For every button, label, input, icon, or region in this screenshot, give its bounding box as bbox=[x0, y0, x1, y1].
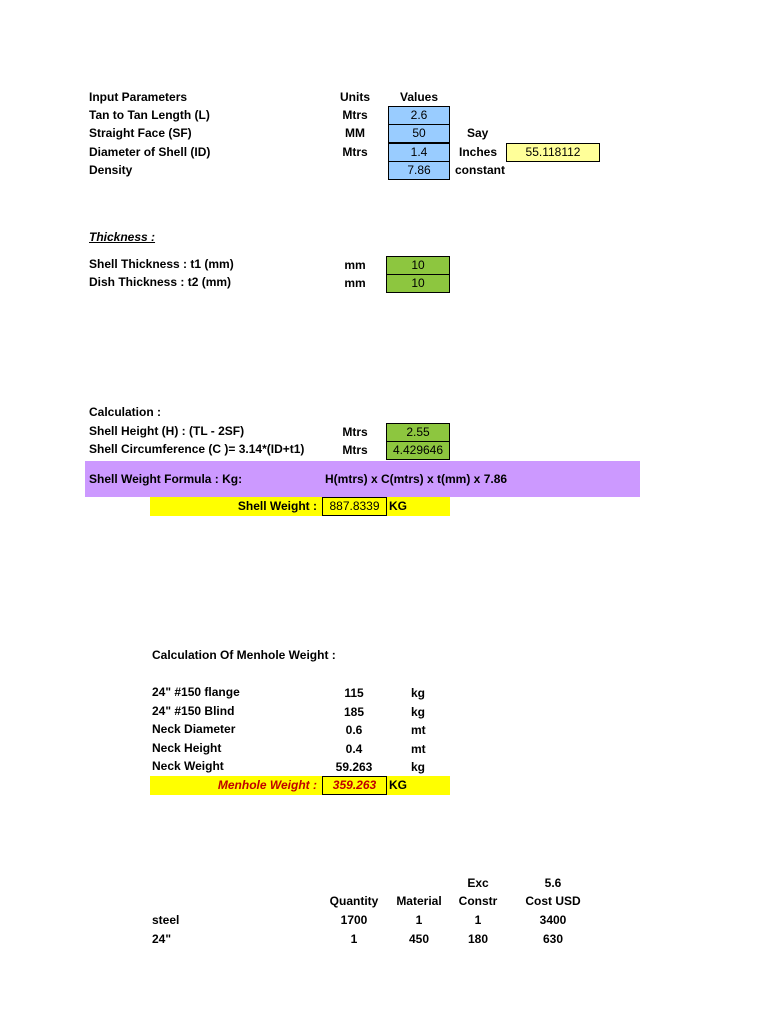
thickness-unit: mm bbox=[344, 276, 366, 290]
inches-label: Inches bbox=[459, 145, 498, 159]
thickness-header: Thickness : bbox=[89, 230, 156, 244]
straight-face-cell[interactable]: 50 bbox=[388, 124, 450, 143]
menhole-weight-label: Menhole Weight : bbox=[217, 778, 317, 792]
calculation-unit: Mtrs bbox=[342, 425, 368, 439]
constr-header: Constr bbox=[458, 894, 498, 908]
shell-height-cell[interactable]: 2.55 bbox=[386, 423, 450, 442]
shell-circumference-cell[interactable]: 4.429646 bbox=[386, 441, 450, 460]
menhole-label: 24" #150 Blind bbox=[152, 704, 235, 718]
input-label: Density bbox=[89, 163, 133, 177]
menhole-header: Calculation Of Menhole Weight : bbox=[152, 648, 336, 662]
shell-weight-label: Shell Weight : bbox=[237, 499, 317, 513]
cost-item: steel bbox=[152, 913, 180, 927]
dish-thickness-cell[interactable]: 10 bbox=[386, 274, 450, 293]
cost-item: 24" bbox=[152, 932, 172, 946]
menhole-value: 59.263 bbox=[335, 760, 373, 774]
cost-quantity: 1700 bbox=[340, 913, 368, 927]
say-label: Say bbox=[467, 126, 489, 140]
inches-value-cell[interactable]: 55.118112 bbox=[506, 143, 600, 162]
exchange-rate: 5.6 bbox=[544, 876, 562, 890]
menhole-label: Neck Diameter bbox=[152, 722, 236, 736]
thickness-label: Dish Thickness : t2 (mm) bbox=[89, 275, 232, 289]
menhole-label: Neck Weight bbox=[152, 759, 224, 773]
shell-weight-unit: KG bbox=[389, 499, 407, 513]
cost-material: 1 bbox=[415, 913, 423, 927]
input-label: Straight Face (SF) bbox=[89, 126, 192, 140]
input-parameters-header: Input Parameters bbox=[89, 90, 188, 104]
menhole-unit: mt bbox=[411, 723, 426, 737]
input-label: Tan to Tan Length (L) bbox=[89, 108, 210, 122]
cost-constr: 1 bbox=[474, 913, 482, 927]
formula-label: Shell Weight Formula : Kg: bbox=[89, 472, 243, 486]
menhole-value: 115 bbox=[344, 686, 364, 700]
constant-label: constant bbox=[455, 163, 506, 177]
formula-text: H(mtrs) x C(mtrs) x t(mm) x 7.86 bbox=[325, 472, 508, 486]
menhole-label: Neck Height bbox=[152, 741, 222, 755]
tan-length-cell[interactable]: 2.6 bbox=[388, 106, 450, 125]
cost-usd-header: Cost USD bbox=[525, 894, 581, 908]
cost-usd: 630 bbox=[542, 932, 564, 946]
menhole-unit: mt bbox=[411, 742, 426, 756]
cost-constr: 180 bbox=[467, 932, 489, 946]
shell-weight-value[interactable]: 887.8339 bbox=[322, 497, 387, 516]
input-unit: Mtrs bbox=[342, 108, 368, 122]
density-cell[interactable]: 7.86 bbox=[388, 161, 450, 180]
menhole-weight-unit: KG bbox=[389, 778, 407, 792]
input-unit: Mtrs bbox=[342, 145, 368, 159]
cost-quantity: 1 bbox=[350, 932, 358, 946]
shell-diameter-cell[interactable]: 1.4 bbox=[388, 143, 450, 162]
input-unit: MM bbox=[345, 126, 365, 140]
cost-material: 450 bbox=[408, 932, 430, 946]
menhole-unit: kg bbox=[411, 686, 426, 700]
exc-label: Exc bbox=[467, 876, 489, 890]
menhole-weight-value[interactable]: 359.263 bbox=[322, 776, 387, 795]
menhole-unit: kg bbox=[411, 760, 426, 774]
values-header: Values bbox=[399, 90, 439, 104]
input-label: Diameter of Shell (ID) bbox=[89, 145, 211, 159]
menhole-value: 185 bbox=[343, 705, 365, 719]
calculation-label: Shell Height (H) : (TL - 2SF) bbox=[89, 424, 245, 438]
calculation-unit: Mtrs bbox=[342, 443, 368, 457]
thickness-label: Shell Thickness : t1 (mm) bbox=[89, 257, 234, 271]
menhole-value: 0.4 bbox=[345, 742, 363, 756]
material-header: Material bbox=[396, 894, 442, 908]
shell-thickness-cell[interactable]: 10 bbox=[386, 256, 450, 275]
menhole-unit: kg bbox=[411, 705, 426, 719]
thickness-unit: mm bbox=[344, 258, 366, 272]
menhole-value: 0.6 bbox=[345, 723, 363, 737]
calculation-label: Shell Circumference (C )= 3.14*(ID+t1) bbox=[89, 442, 305, 456]
menhole-label: 24" #150 flange bbox=[152, 685, 240, 699]
calculation-header: Calculation : bbox=[89, 405, 162, 419]
units-header: Units bbox=[340, 90, 370, 104]
cost-usd: 3400 bbox=[539, 913, 567, 927]
quantity-header: Quantity bbox=[329, 894, 379, 908]
